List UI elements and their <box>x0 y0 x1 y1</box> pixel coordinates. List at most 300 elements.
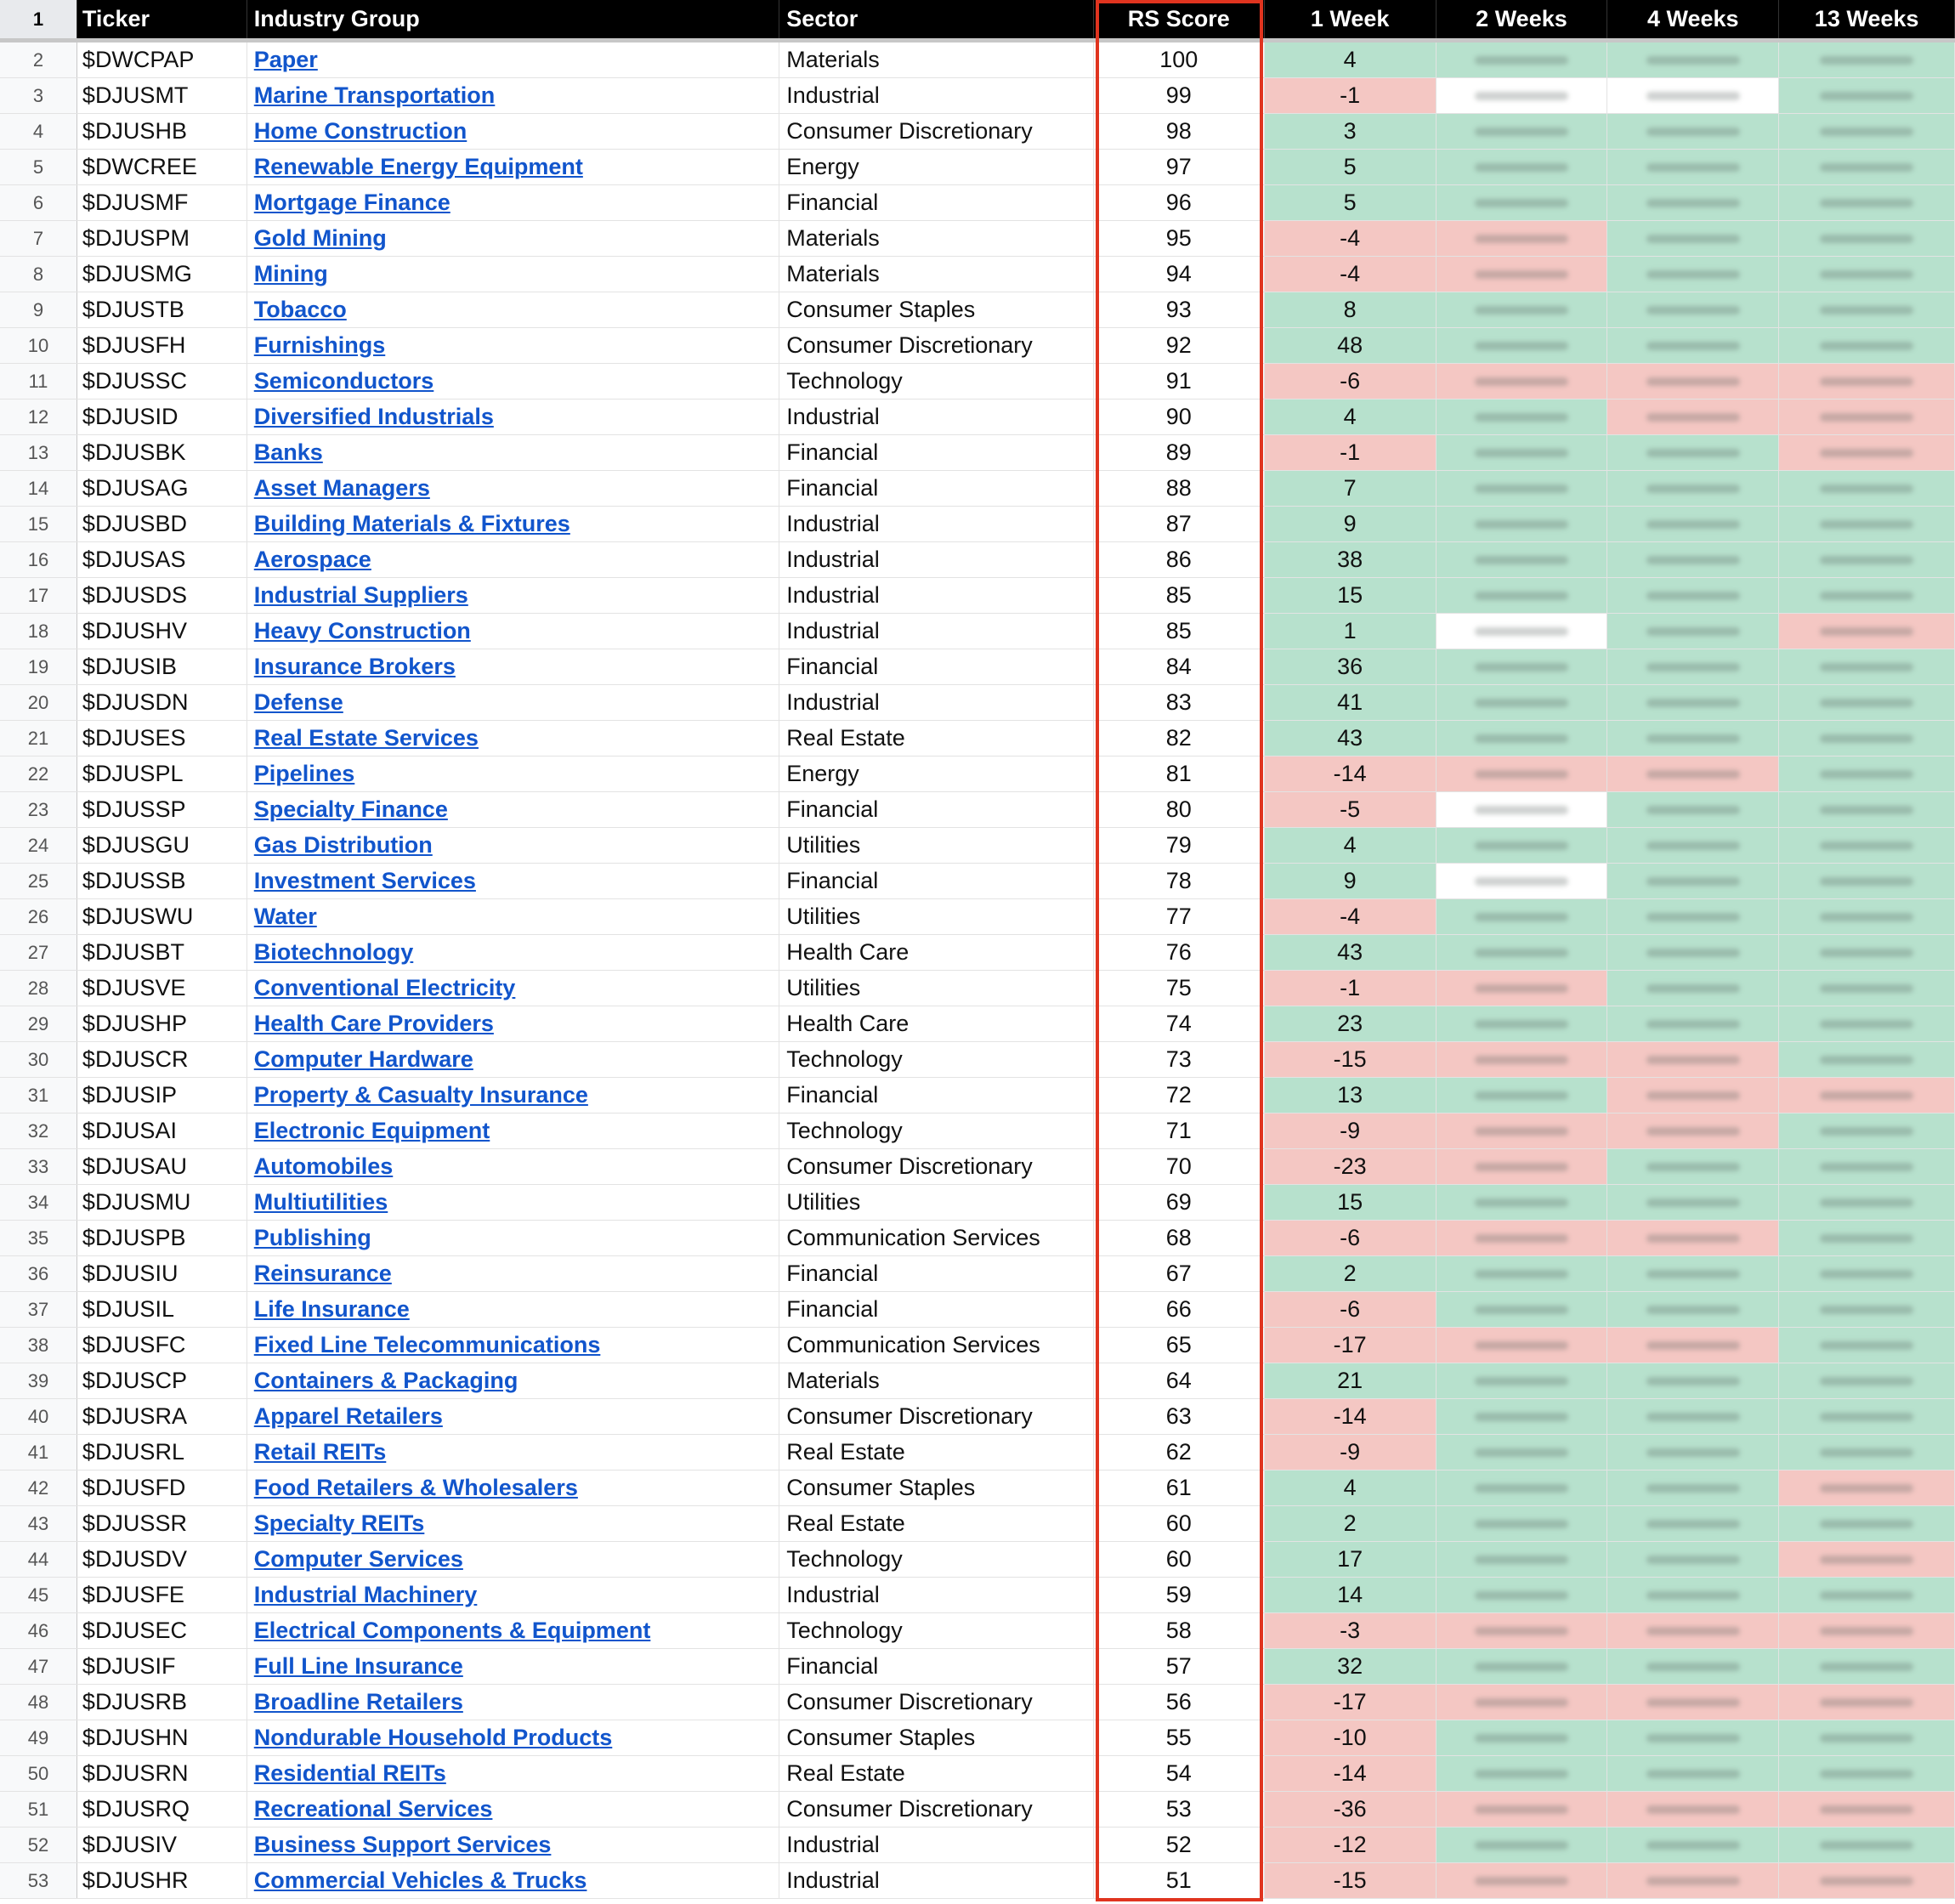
industry-group-cell[interactable] <box>247 1221 779 1255</box>
industry-group-link[interactable]: Automobiles <box>253 1153 394 1179</box>
week13-change-cell[interactable] <box>1779 1399 1955 1434</box>
industry-group-link[interactable]: Recreational Services <box>253 1796 493 1822</box>
industry-group-cell[interactable] <box>247 542 779 577</box>
week2-change-cell[interactable] <box>1436 1042 1608 1077</box>
ticker-cell[interactable]: $DJUSCR <box>77 1042 247 1077</box>
industry-group-link[interactable]: Insurance Brokers <box>253 654 456 679</box>
ticker-cell[interactable]: $DJUSSC <box>77 364 247 399</box>
week13-change-cell[interactable] <box>1779 1292 1955 1327</box>
industry-group-link[interactable]: Business Support Services <box>253 1832 552 1857</box>
rs-score-cell[interactable]: 90 <box>1094 400 1265 434</box>
ticker-cell[interactable]: $DJUSPL <box>77 756 247 791</box>
week4-change-cell[interactable] <box>1607 1542 1779 1577</box>
ticker-cell[interactable]: $DJUSHN <box>77 1720 247 1755</box>
rs-score-cell[interactable]: 57 <box>1094 1649 1265 1684</box>
industry-group-link[interactable]: Gold Mining <box>253 225 387 251</box>
rs-score-cell[interactable]: 66 <box>1094 1292 1265 1327</box>
ticker-cell[interactable]: $DJUSIU <box>77 1256 247 1291</box>
row-number[interactable]: 22 <box>0 756 77 791</box>
week2-change-cell[interactable] <box>1436 1542 1608 1577</box>
sector-cell[interactable]: Materials <box>779 1363 1094 1398</box>
week1-change-cell[interactable]: 5 <box>1265 185 1436 220</box>
week1-change-cell[interactable]: -4 <box>1265 221 1436 256</box>
sector-cell[interactable]: Financial <box>779 864 1094 898</box>
industry-group-link[interactable]: Home Construction <box>253 118 468 144</box>
rs-score-cell[interactable]: 85 <box>1094 614 1265 649</box>
rs-score-cell[interactable]: 92 <box>1094 328 1265 363</box>
week4-change-cell[interactable] <box>1607 1613 1779 1648</box>
row-number[interactable]: 17 <box>0 578 77 613</box>
week13-change-cell[interactable] <box>1779 507 1955 541</box>
sector-cell[interactable]: Consumer Discretionary <box>779 328 1094 363</box>
rs-score-cell[interactable]: 75 <box>1094 971 1265 1006</box>
week2-change-cell[interactable] <box>1436 185 1608 220</box>
industry-group-cell[interactable] <box>247 1470 779 1505</box>
industry-group-link[interactable]: Banks <box>253 439 323 465</box>
week1-change-cell[interactable]: 13 <box>1265 1078 1436 1113</box>
week1-change-cell[interactable]: 43 <box>1265 935 1436 970</box>
row-number[interactable]: 4 <box>0 114 77 149</box>
week4-change-cell[interactable] <box>1607 971 1779 1006</box>
industry-group-cell[interactable] <box>247 721 779 756</box>
ticker-cell[interactable]: $DJUSPM <box>77 221 247 256</box>
week1-change-cell[interactable]: 43 <box>1265 721 1436 756</box>
row-number[interactable]: 25 <box>0 864 77 898</box>
industry-group-cell[interactable] <box>247 292 779 327</box>
rs-score-cell[interactable]: 70 <box>1094 1149 1265 1184</box>
week13-change-cell[interactable] <box>1779 1470 1955 1505</box>
week13-change-cell[interactable] <box>1779 400 1955 434</box>
week4-change-cell[interactable] <box>1607 42 1779 77</box>
sector-column-header[interactable]: Sector <box>779 0 1094 38</box>
week4-change-cell[interactable] <box>1607 828 1779 863</box>
week13-change-cell[interactable] <box>1779 1256 1955 1291</box>
week4-change-cell[interactable] <box>1607 1470 1779 1505</box>
week1-change-cell[interactable]: -1 <box>1265 435 1436 470</box>
sector-cell[interactable]: Industrial <box>779 685 1094 720</box>
week1-change-cell[interactable]: 23 <box>1265 1006 1436 1041</box>
week2-change-cell[interactable] <box>1436 471 1608 506</box>
week4-change-cell[interactable] <box>1607 257 1779 292</box>
week2-change-cell[interactable] <box>1436 1792 1608 1827</box>
industry-group-link[interactable]: Multiutilities <box>253 1189 388 1215</box>
week4-change-cell[interactable] <box>1607 1292 1779 1327</box>
row-number[interactable]: 5 <box>0 150 77 184</box>
week2-change-cell[interactable] <box>1436 614 1608 649</box>
week4-change-cell[interactable] <box>1607 1685 1779 1720</box>
row-number[interactable]: 28 <box>0 971 77 1006</box>
week4-column-header[interactable]: 4 Weeks <box>1607 0 1779 38</box>
row-number[interactable]: 3 <box>0 78 77 113</box>
week13-change-cell[interactable] <box>1779 42 1955 77</box>
ticker-cell[interactable]: $DJUSEC <box>77 1613 247 1648</box>
week4-change-cell[interactable] <box>1607 542 1779 577</box>
week2-change-cell[interactable] <box>1436 1399 1608 1434</box>
industry-group-link[interactable]: Investment Services <box>253 868 476 893</box>
industry-group-link[interactable]: Building Materials & Fixtures <box>253 511 570 536</box>
week13-change-cell[interactable] <box>1779 221 1955 256</box>
week4-change-cell[interactable] <box>1607 471 1779 506</box>
sector-cell[interactable]: Financial <box>779 1256 1094 1291</box>
week2-change-cell[interactable] <box>1436 1006 1608 1041</box>
week2-change-cell[interactable] <box>1436 1078 1608 1113</box>
sector-cell[interactable]: Industrial <box>779 400 1094 434</box>
sector-cell[interactable]: Financial <box>779 792 1094 827</box>
week1-change-cell[interactable]: -14 <box>1265 1756 1436 1791</box>
ticker-cell[interactable]: $DJUSIF <box>77 1649 247 1684</box>
week4-change-cell[interactable] <box>1607 1435 1779 1470</box>
week4-change-cell[interactable] <box>1607 1720 1779 1755</box>
sector-cell[interactable]: Health Care <box>779 1006 1094 1041</box>
industry-group-cell[interactable] <box>247 578 779 613</box>
ticker-cell[interactable]: $DJUSHR <box>77 1863 247 1898</box>
week4-change-cell[interactable] <box>1607 1078 1779 1113</box>
week2-change-cell[interactable] <box>1436 1328 1608 1363</box>
industry-group-cell[interactable] <box>247 1399 779 1434</box>
ticker-cell[interactable]: $DJUSAS <box>77 542 247 577</box>
row-number[interactable]: 41 <box>0 1435 77 1470</box>
industry-group-link[interactable]: Computer Services <box>253 1546 463 1572</box>
ticker-cell[interactable]: $DJUSDV <box>77 1542 247 1577</box>
week2-change-cell[interactable] <box>1436 1470 1608 1505</box>
sector-cell[interactable]: Energy <box>779 150 1094 184</box>
week1-change-cell[interactable]: 7 <box>1265 471 1436 506</box>
week2-change-cell[interactable] <box>1436 328 1608 363</box>
week13-change-cell[interactable] <box>1779 328 1955 363</box>
week4-change-cell[interactable] <box>1607 1042 1779 1077</box>
row-number[interactable]: 53 <box>0 1863 77 1898</box>
week1-change-cell[interactable]: -6 <box>1265 1221 1436 1255</box>
week4-change-cell[interactable] <box>1607 507 1779 541</box>
sector-cell[interactable]: Industrial <box>779 1863 1094 1898</box>
industry-group-cell[interactable] <box>247 1613 779 1648</box>
ticker-cell[interactable]: $DJUSES <box>77 721 247 756</box>
week13-change-cell[interactable] <box>1779 1114 1955 1148</box>
industry-group-cell[interactable] <box>247 150 779 184</box>
industry-group-link[interactable]: Life Insurance <box>253 1296 410 1322</box>
rs-score-cell[interactable]: 61 <box>1094 1470 1265 1505</box>
week4-change-cell[interactable] <box>1607 614 1779 649</box>
week4-change-cell[interactable] <box>1607 792 1779 827</box>
sector-cell[interactable]: Consumer Discretionary <box>779 1792 1094 1827</box>
week2-change-cell[interactable] <box>1436 828 1608 863</box>
week13-change-cell[interactable] <box>1779 1042 1955 1077</box>
week13-change-cell[interactable] <box>1779 1221 1955 1255</box>
sector-cell[interactable]: Financial <box>779 1292 1094 1327</box>
rs-score-cell[interactable]: 96 <box>1094 185 1265 220</box>
industry-group-link[interactable]: Asset Managers <box>253 475 430 501</box>
industry-group-link[interactable]: Nondurable Household Products <box>253 1725 613 1750</box>
industry-group-link[interactable]: Industrial Machinery <box>253 1582 478 1607</box>
sector-cell[interactable]: Industrial <box>779 542 1094 577</box>
industry-group-cell[interactable] <box>247 792 779 827</box>
row-number[interactable]: 35 <box>0 1221 77 1255</box>
week1-change-cell[interactable]: 3 <box>1265 114 1436 149</box>
week2-change-cell[interactable] <box>1436 1292 1608 1327</box>
sector-cell[interactable]: Utilities <box>779 1185 1094 1220</box>
industry-group-link[interactable]: Retail REITs <box>253 1439 387 1465</box>
week13-change-cell[interactable] <box>1779 1185 1955 1220</box>
week1-change-cell[interactable]: -14 <box>1265 1399 1436 1434</box>
industry-group-cell[interactable] <box>247 1506 779 1541</box>
industry-group-cell[interactable] <box>247 185 779 220</box>
week4-change-cell[interactable] <box>1607 364 1779 399</box>
week2-change-cell[interactable] <box>1436 507 1608 541</box>
row-number[interactable]: 48 <box>0 1685 77 1720</box>
industry-group-cell[interactable] <box>247 1685 779 1720</box>
week4-change-cell[interactable] <box>1607 1006 1779 1041</box>
rs-score-cell[interactable]: 77 <box>1094 899 1265 934</box>
week2-change-cell[interactable] <box>1436 1363 1608 1398</box>
week2-change-cell[interactable] <box>1436 150 1608 184</box>
industry-group-cell[interactable] <box>247 864 779 898</box>
week1-change-cell[interactable]: 38 <box>1265 542 1436 577</box>
week13-change-cell[interactable] <box>1779 1578 1955 1612</box>
industry-group-link[interactable]: Specialty REITs <box>253 1510 425 1536</box>
week1-change-cell[interactable]: 14 <box>1265 1578 1436 1612</box>
industry-group-link[interactable]: Renewable Energy Equipment <box>253 154 583 179</box>
rs-score-cell[interactable]: 88 <box>1094 471 1265 506</box>
row-number[interactable]: 15 <box>0 507 77 541</box>
rs-score-cell[interactable]: 69 <box>1094 1185 1265 1220</box>
week2-change-cell[interactable] <box>1436 578 1608 613</box>
week1-change-cell[interactable]: -10 <box>1265 1720 1436 1755</box>
week13-change-cell[interactable] <box>1779 1756 1955 1791</box>
week1-change-cell[interactable]: 2 <box>1265 1256 1436 1291</box>
week13-change-cell[interactable] <box>1779 1863 1955 1898</box>
ticker-cell[interactable]: $DJUSRA <box>77 1399 247 1434</box>
rs-score-cell[interactable]: 84 <box>1094 649 1265 684</box>
week13-change-cell[interactable] <box>1779 614 1955 649</box>
industry-group-cell[interactable] <box>247 257 779 292</box>
ticker-cell[interactable]: $DJUSCP <box>77 1363 247 1398</box>
week4-change-cell[interactable] <box>1607 1756 1779 1791</box>
week13-change-cell[interactable] <box>1779 1149 1955 1184</box>
sector-cell[interactable]: Consumer Staples <box>779 1470 1094 1505</box>
sector-cell[interactable]: Materials <box>779 257 1094 292</box>
row-number[interactable]: 7 <box>0 221 77 256</box>
row-number[interactable]: 8 <box>0 257 77 292</box>
row-number[interactable]: 50 <box>0 1756 77 1791</box>
week4-change-cell[interactable] <box>1607 435 1779 470</box>
week13-change-cell[interactable] <box>1779 1006 1955 1041</box>
row-number[interactable]: 37 <box>0 1292 77 1327</box>
week4-change-cell[interactable] <box>1607 1792 1779 1827</box>
ticker-cell[interactable]: $DJUSWU <box>77 899 247 934</box>
row-number[interactable]: 11 <box>0 364 77 399</box>
week4-change-cell[interactable] <box>1607 1256 1779 1291</box>
industry-group-link[interactable]: Industrial Suppliers <box>253 582 468 608</box>
ticker-cell[interactable]: $DJUSIB <box>77 649 247 684</box>
ticker-cell[interactable]: $DWCPAP <box>77 42 247 77</box>
week4-change-cell[interactable] <box>1607 1863 1779 1898</box>
industry-group-cell[interactable] <box>247 507 779 541</box>
week13-change-cell[interactable] <box>1779 899 1955 934</box>
row-number[interactable]: 38 <box>0 1328 77 1363</box>
industry-group-cell[interactable] <box>247 1649 779 1684</box>
rs-score-cell[interactable]: 55 <box>1094 1720 1265 1755</box>
rs-score-cell[interactable]: 89 <box>1094 435 1265 470</box>
ticker-cell[interactable]: $DJUSAU <box>77 1149 247 1184</box>
ticker-cell[interactable]: $DJUSHP <box>77 1006 247 1041</box>
row-number[interactable]: 10 <box>0 328 77 363</box>
industry-group-cell[interactable] <box>247 828 779 863</box>
industry-group-cell[interactable] <box>247 1363 779 1398</box>
row-number[interactable]: 20 <box>0 685 77 720</box>
sector-cell[interactable]: Technology <box>779 1613 1094 1648</box>
row-number[interactable]: 6 <box>0 185 77 220</box>
week2-change-cell[interactable] <box>1436 221 1608 256</box>
week2-change-cell[interactable] <box>1436 1114 1608 1148</box>
week13-change-cell[interactable] <box>1779 185 1955 220</box>
industry-group-link[interactable]: Gas Distribution <box>253 832 433 858</box>
industry-group-link[interactable]: Commercial Vehicles & Trucks <box>253 1867 587 1893</box>
week1-change-cell[interactable]: -1 <box>1265 78 1436 113</box>
week4-change-cell[interactable] <box>1607 1828 1779 1862</box>
week2-change-cell[interactable] <box>1436 114 1608 149</box>
week2-change-cell[interactable] <box>1436 864 1608 898</box>
week2-change-cell[interactable] <box>1436 400 1608 434</box>
row-number[interactable]: 30 <box>0 1042 77 1077</box>
sector-cell[interactable]: Utilities <box>779 899 1094 934</box>
row-number[interactable]: 52 <box>0 1828 77 1862</box>
week1-change-cell[interactable]: -17 <box>1265 1685 1436 1720</box>
ticker-cell[interactable]: $DJUSBD <box>77 507 247 541</box>
row-number[interactable]: 27 <box>0 935 77 970</box>
row-number[interactable]: 29 <box>0 1006 77 1041</box>
week13-change-cell[interactable] <box>1779 1649 1955 1684</box>
industry-group-link[interactable]: Tobacco <box>253 297 347 322</box>
week13-change-cell[interactable] <box>1779 1720 1955 1755</box>
week1-change-cell[interactable]: 9 <box>1265 507 1436 541</box>
sector-cell[interactable]: Industrial <box>779 1828 1094 1862</box>
week2-change-cell[interactable] <box>1436 649 1608 684</box>
week1-change-cell[interactable]: 2 <box>1265 1506 1436 1541</box>
industry-group-cell[interactable] <box>247 435 779 470</box>
ticker-cell[interactable]: $DJUSDS <box>77 578 247 613</box>
week13-change-cell[interactable] <box>1779 542 1955 577</box>
week1-change-cell[interactable]: -4 <box>1265 899 1436 934</box>
rs-score-cell[interactable]: 97 <box>1094 150 1265 184</box>
industry-group-cell[interactable] <box>247 649 779 684</box>
week4-change-cell[interactable] <box>1607 1149 1779 1184</box>
industry-group-link[interactable]: Paper <box>253 47 318 72</box>
week13-change-cell[interactable] <box>1779 1363 1955 1398</box>
row-number[interactable]: 49 <box>0 1720 77 1755</box>
week4-change-cell[interactable] <box>1607 1578 1779 1612</box>
week13-change-cell[interactable] <box>1779 721 1955 756</box>
week4-change-cell[interactable] <box>1607 1328 1779 1363</box>
row-number[interactable]: 16 <box>0 542 77 577</box>
industry-group-cell[interactable] <box>247 1149 779 1184</box>
week1-change-cell[interactable]: -9 <box>1265 1114 1436 1148</box>
week2-change-cell[interactable] <box>1436 1649 1608 1684</box>
sector-cell[interactable]: Utilities <box>779 971 1094 1006</box>
ticker-cell[interactable]: $DJUSIL <box>77 1292 247 1327</box>
row-number[interactable]: 18 <box>0 614 77 649</box>
ticker-cell[interactable]: $DJUSSP <box>77 792 247 827</box>
week4-change-cell[interactable] <box>1607 78 1779 113</box>
week13-change-cell[interactable] <box>1779 935 1955 970</box>
row-number[interactable]: 42 <box>0 1470 77 1505</box>
week13-change-cell[interactable] <box>1779 756 1955 791</box>
week2-change-cell[interactable] <box>1436 1185 1608 1220</box>
rs-score-cell[interactable]: 76 <box>1094 935 1265 970</box>
week1-change-cell[interactable]: 21 <box>1265 1363 1436 1398</box>
rs-score-cell[interactable]: 81 <box>1094 756 1265 791</box>
week1-change-cell[interactable]: -6 <box>1265 364 1436 399</box>
sector-cell[interactable]: Real Estate <box>779 1435 1094 1470</box>
week2-change-cell[interactable] <box>1436 1256 1608 1291</box>
ticker-cell[interactable]: $DJUSFD <box>77 1470 247 1505</box>
industry-group-cell[interactable] <box>247 1185 779 1220</box>
industry-group-link[interactable]: Semiconductors <box>253 368 434 394</box>
row-number[interactable]: 45 <box>0 1578 77 1612</box>
rs-score-cell[interactable]: 68 <box>1094 1221 1265 1255</box>
rs-score-cell[interactable]: 64 <box>1094 1363 1265 1398</box>
week1-change-cell[interactable]: 15 <box>1265 578 1436 613</box>
week1-change-cell[interactable]: -4 <box>1265 257 1436 292</box>
industry-group-link[interactable]: Containers & Packaging <box>253 1368 518 1393</box>
week2-change-cell[interactable] <box>1436 792 1608 827</box>
week4-change-cell[interactable] <box>1607 935 1779 970</box>
sector-cell[interactable]: Health Care <box>779 935 1094 970</box>
sector-cell[interactable]: Financial <box>779 1078 1094 1113</box>
industry-group-link[interactable]: Conventional Electricity <box>253 975 516 1000</box>
ticker-cell[interactable]: $DJUSFE <box>77 1578 247 1612</box>
rs-score-cell[interactable]: 65 <box>1094 1328 1265 1363</box>
week1-change-cell[interactable]: -15 <box>1265 1042 1436 1077</box>
row-number[interactable]: 39 <box>0 1363 77 1398</box>
week2-change-cell[interactable] <box>1436 756 1608 791</box>
industry-group-link[interactable]: Mortgage Finance <box>253 190 450 215</box>
rs-score-cell[interactable]: 80 <box>1094 792 1265 827</box>
industry-group-cell[interactable] <box>247 1292 779 1327</box>
sector-cell[interactable]: Financial <box>779 471 1094 506</box>
rs-score-cell[interactable]: 95 <box>1094 221 1265 256</box>
row-number[interactable]: 51 <box>0 1792 77 1827</box>
ticker-cell[interactable]: $DJUSRN <box>77 1756 247 1791</box>
industry-group-cell[interactable] <box>247 1114 779 1148</box>
ticker-cell[interactable]: $DJUSDN <box>77 685 247 720</box>
week13-change-cell[interactable] <box>1779 971 1955 1006</box>
sector-cell[interactable]: Technology <box>779 1114 1094 1148</box>
week2-change-cell[interactable] <box>1436 1506 1608 1541</box>
week2-change-cell[interactable] <box>1436 1149 1608 1184</box>
week4-change-cell[interactable] <box>1607 150 1779 184</box>
week13-change-cell[interactable] <box>1779 1542 1955 1577</box>
industry-group-cell[interactable] <box>247 756 779 791</box>
week1-change-cell[interactable]: 32 <box>1265 1649 1436 1684</box>
industry-group-cell[interactable] <box>247 1578 779 1612</box>
row-number[interactable]: 9 <box>0 292 77 327</box>
industry-group-column-header[interactable]: Industry Group <box>247 0 779 38</box>
sector-cell[interactable]: Materials <box>779 42 1094 77</box>
industry-group-cell[interactable] <box>247 328 779 363</box>
rs-score-cell[interactable]: 85 <box>1094 578 1265 613</box>
week2-change-cell[interactable] <box>1436 935 1608 970</box>
industry-group-link[interactable]: Diversified Industrials <box>253 404 494 429</box>
sector-cell[interactable]: Consumer Staples <box>779 292 1094 327</box>
ticker-cell[interactable]: $DJUSIV <box>77 1828 247 1862</box>
industry-group-cell[interactable] <box>247 1078 779 1113</box>
week4-change-cell[interactable] <box>1607 400 1779 434</box>
rs-score-cell[interactable]: 82 <box>1094 721 1265 756</box>
ticker-cell[interactable]: $DJUSIP <box>77 1078 247 1113</box>
week13-change-cell[interactable] <box>1779 364 1955 399</box>
week4-change-cell[interactable] <box>1607 899 1779 934</box>
week2-change-cell[interactable] <box>1436 1720 1608 1755</box>
